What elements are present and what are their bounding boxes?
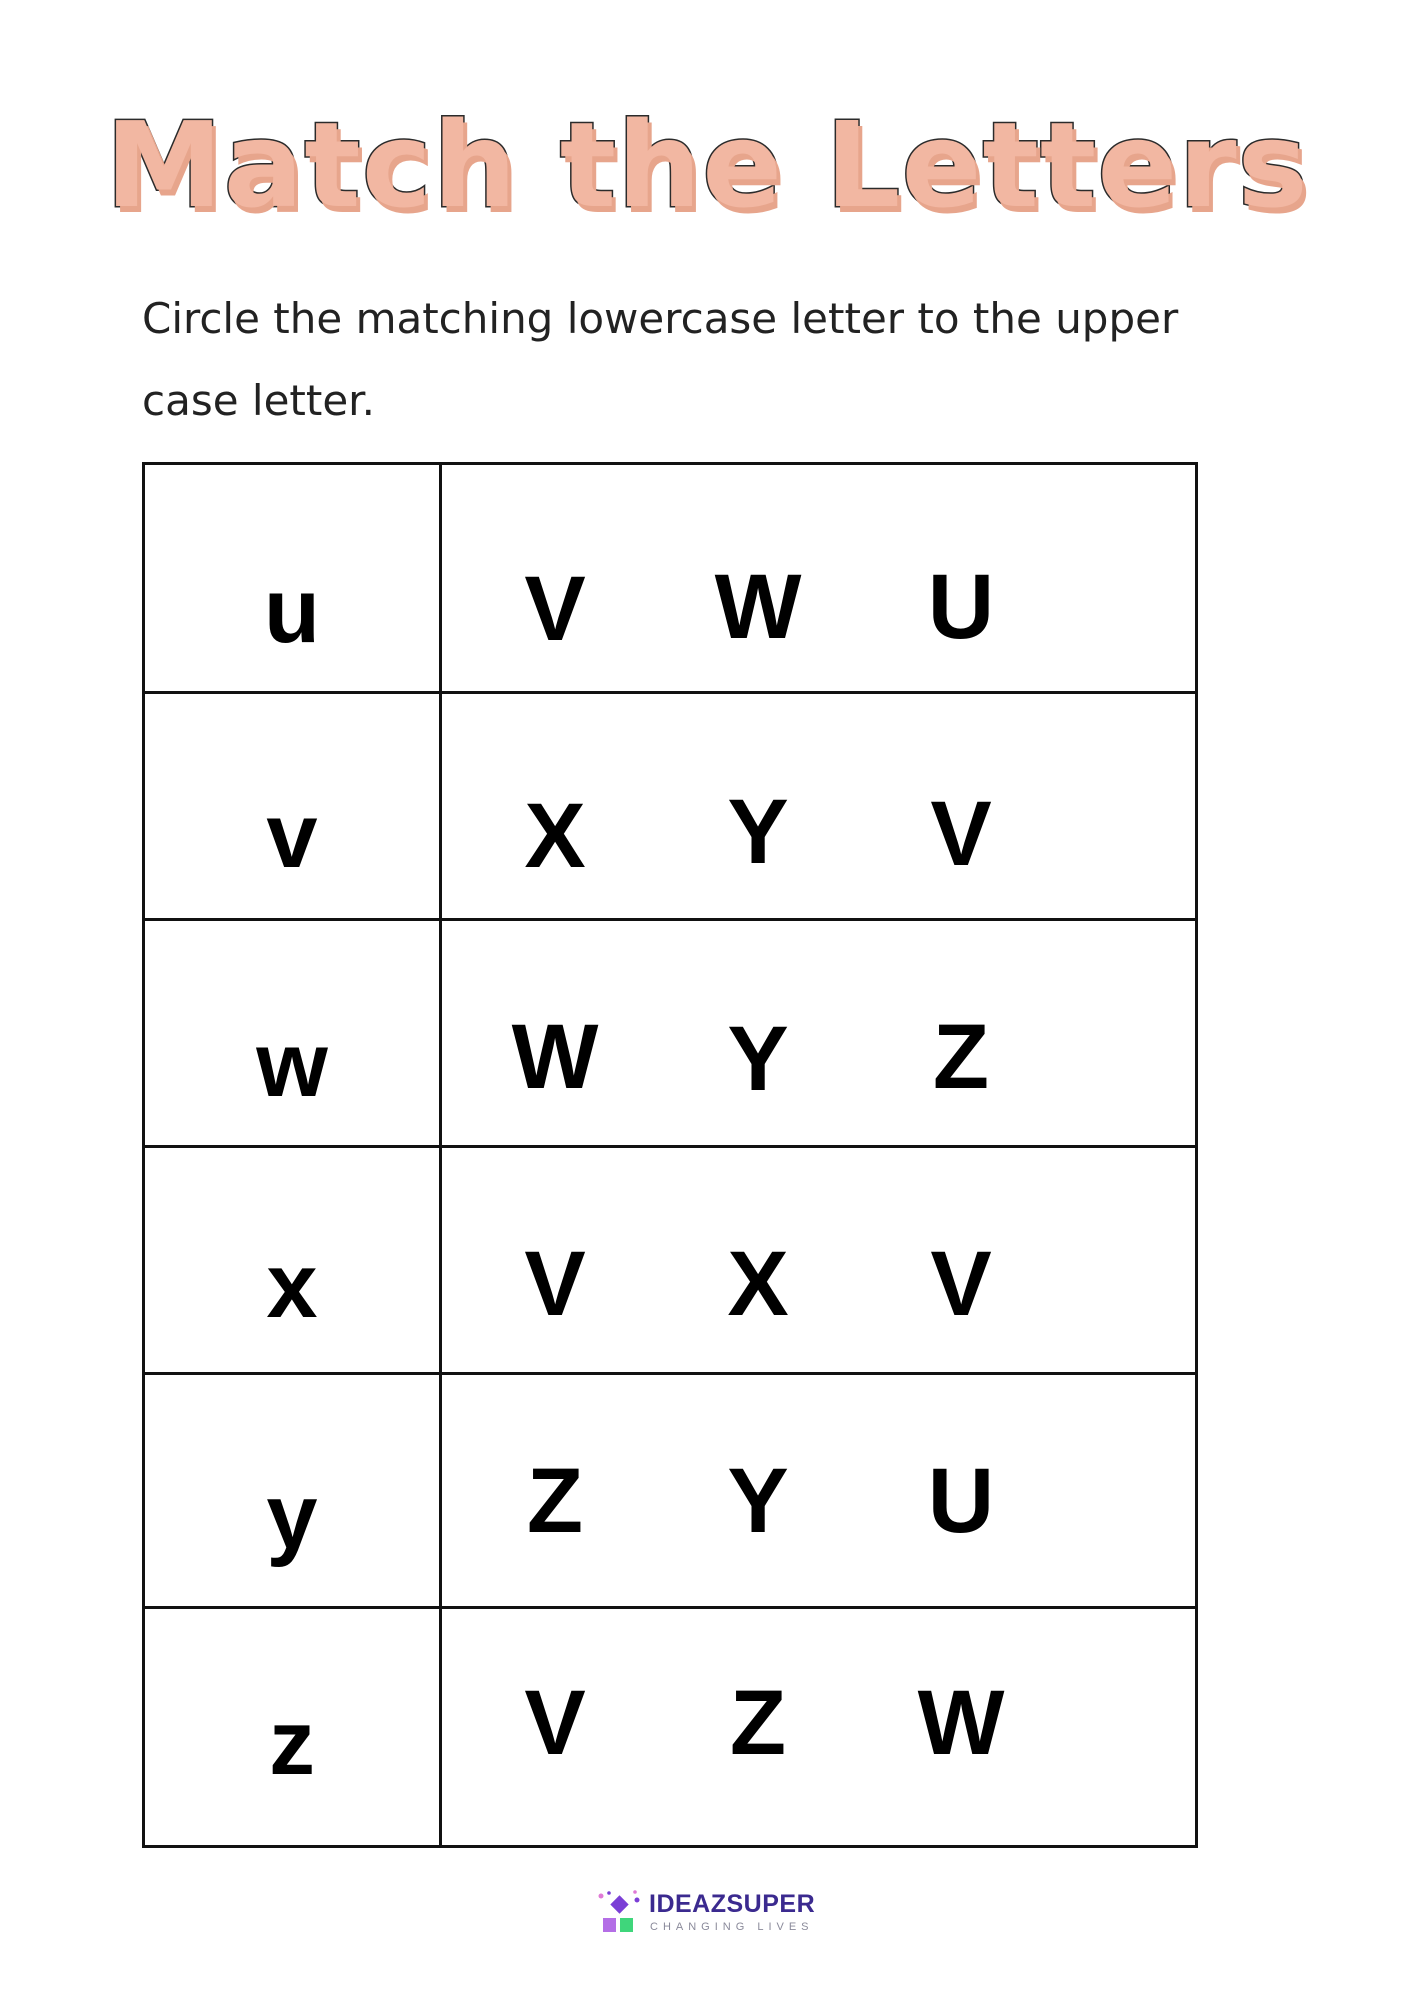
lowercase-cell (145, 921, 442, 1145)
lowercase-letter: w (256, 1014, 328, 1116)
uppercase-choice[interactable]: V (524, 558, 586, 660)
lowercase-letter: u (263, 560, 321, 662)
uppercase-choice[interactable]: V (930, 783, 992, 885)
uppercase-choice[interactable]: U (927, 556, 995, 658)
lowercase-cell (145, 465, 442, 691)
lowercase-cell (145, 1148, 442, 1372)
uppercase-choice[interactable]: Y (727, 1008, 789, 1110)
uppercase-choice[interactable]: Y (727, 781, 789, 883)
table-row (145, 1145, 1195, 1372)
uppercase-choice[interactable]: W (511, 1006, 599, 1108)
logo-tagline: CHANGING LIVES (650, 1921, 814, 1933)
lowercase-cell (145, 1375, 442, 1606)
uppercase-choice[interactable]: W (714, 556, 802, 658)
lowercase-cell (145, 694, 442, 918)
letter-matching-table (142, 462, 1198, 1848)
table-row (145, 691, 1195, 918)
lowercase-letter: x (266, 1235, 318, 1337)
uppercase-choice[interactable]: V (524, 1233, 586, 1335)
uppercase-choice[interactable]: Z (729, 1672, 787, 1774)
uppercase-choice[interactable]: V (930, 1233, 992, 1335)
uppercase-choice[interactable]: Y (727, 1450, 789, 1552)
page-title: Match the Letters (105, 96, 1309, 234)
uppercase-choice[interactable]: W (917, 1672, 1005, 1774)
uppercase-choice[interactable]: Z (932, 1006, 990, 1108)
uppercase-choice[interactable]: X (524, 785, 586, 887)
uppercase-choice[interactable]: V (524, 1672, 586, 1774)
logo-name: IDEAZSUPER (649, 1890, 816, 1918)
lowercase-letter: v (266, 785, 318, 887)
uppercase-choice[interactable]: Z (526, 1450, 584, 1552)
lowercase-letter: y (266, 1466, 318, 1568)
uppercase-choice[interactable]: U (927, 1450, 995, 1552)
table-row (145, 918, 1195, 1145)
table-row (145, 465, 1195, 691)
instructions-text: Circle the matching lowercase letter to the upper case letter. (142, 294, 1179, 425)
table-row (145, 1372, 1195, 1606)
ideazsuper-logo (597, 1890, 837, 1940)
lowercase-letter: z (269, 1692, 315, 1794)
logo-mark-icon (597, 1890, 643, 1936)
table-row (145, 1606, 1195, 1845)
uppercase-choice[interactable]: X (727, 1233, 789, 1335)
lowercase-cell (145, 1609, 442, 1845)
